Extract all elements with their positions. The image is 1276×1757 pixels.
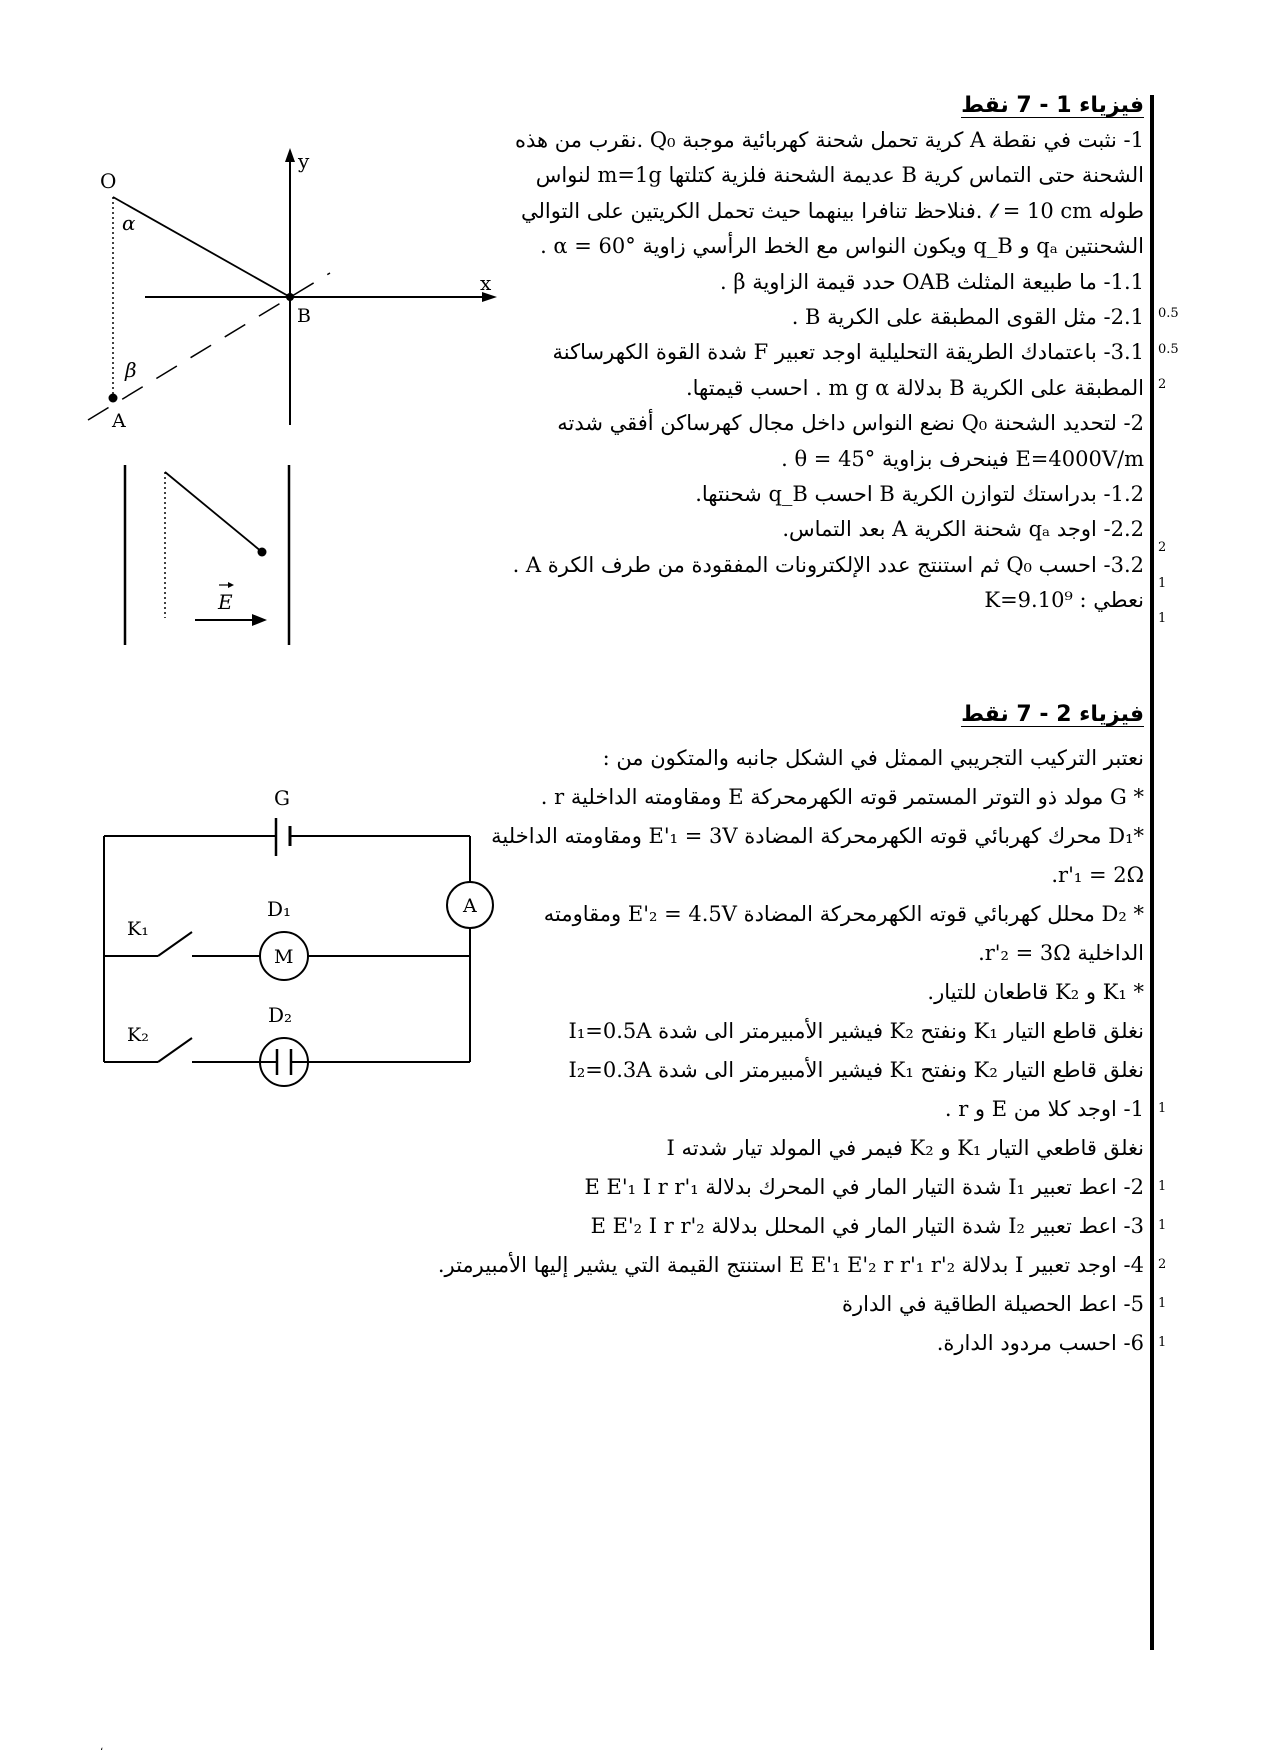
vector-e-bar-head: [228, 582, 234, 588]
p2-item-d1-cont: r'₁ = 2Ω.: [1051, 863, 1144, 887]
p2-q2: 2- اعط تعبير I₁ شدة التيار المار في المحرك بدلالة E E'₁ I r r'₁: [584, 1175, 1144, 1199]
line-ab-dashed: [88, 273, 330, 420]
p2-q6: 6- احسب مردود الدارة.: [936, 1331, 1144, 1355]
label-a: A: [112, 410, 126, 432]
p1-line-4: الشحنتين qₐ و q_B ويكون النواس مع الخط الرأسي زاوية α = 60° .: [540, 234, 1144, 258]
p2-q5: 5- اعط الحصيلة الطاقية في الدارة: [842, 1292, 1144, 1316]
p2-item-d1: *D₁ محرك كهربائي قوته الكهرمحركة المضادة E'₁ = 3V ومقاومته الداخلية: [491, 824, 1144, 848]
points-p2-q1: 1: [1158, 1101, 1167, 1116]
label-d1: D₁: [267, 897, 292, 921]
points-p1-q1-1: 0.5: [1158, 306, 1179, 321]
label-b: B: [297, 305, 311, 327]
label-motor: M: [274, 946, 294, 968]
field-arrowhead: [252, 614, 267, 626]
label-alpha: α: [122, 211, 136, 235]
p1-q3-2: 3.2- احسب Q₀ ثم استنتج عدد الإلكترونات المفقودة من طرف الكرة A .: [512, 553, 1144, 577]
section-title-physics-2: فيزياء 2 - 7 نقط: [961, 702, 1144, 727]
p1-q1-1: 1.1- ما طبيعة المثلث OAB حدد قيمة الزاوية β .: [720, 270, 1144, 294]
p2-q1: 1- اوجد كلا من E و r .: [944, 1097, 1144, 1121]
margin-rule: [1150, 95, 1154, 1650]
label-d2: D₂: [268, 1003, 293, 1027]
field-figure: [115, 460, 305, 660]
p2-case-2: نغلق قاطع التيار K₂ ونفتح K₁ فيشير الأمبيرمتر الى شدة I₂=0.3A: [568, 1058, 1144, 1082]
p2-case-1: نغلق قاطع التيار K₁ ونفتح K₂ فيشير الأمبيرمتر الى شدة I₁=0.5A: [568, 1019, 1144, 1043]
points-p1-q1-2: 2: [1158, 540, 1167, 555]
points-p2-q2: 1: [1158, 1179, 1167, 1194]
points-p1-q2-1: 0.5: [1158, 342, 1179, 357]
p1-line-3: طوله 𝓁 = 10 cm .فنلاحظ تنافرا بينهما حيث تحمل الكريتين على التوالي: [520, 199, 1144, 223]
label-k2: K₂: [127, 1024, 149, 1046]
p2-intro: نعتبر التركيب التجريبي الممثل في الشكل جانبه والمتكون من :: [602, 746, 1144, 770]
points-p2-q3: 1: [1158, 1218, 1167, 1233]
points-p1-q3-1: 2: [1158, 377, 1167, 392]
label-o: O: [100, 169, 117, 193]
p1-q2-1: 2.1- مثل القوى المطبقة على الكرية B .: [791, 305, 1144, 329]
points-p2-q6: 1: [1158, 1335, 1167, 1350]
p2-q3: 3- اعط تعبير I₂ شدة التيار المار في المحلل بدلالة E E'₂ I r r'₂: [590, 1214, 1144, 1238]
p1-given: نعطي : K=9.10⁹: [984, 588, 1144, 612]
p2-q4: 4- اوجد تعبير I بدلالة E E'₁ E'₂ r r'₁ r'₂ استنتج القيمة التي يشير إليها الأمبيرمتر.: [437, 1253, 1144, 1277]
label-y: y: [298, 149, 310, 173]
p2-case-3: نغلق قاطعي التيار K₁ و K₂ فيمر في المولد تيار شدته I: [666, 1136, 1144, 1160]
points-p1-q2-2: 1: [1158, 576, 1167, 591]
p1-part-2: 2- لتحديد الشحنة Q₀ نضع النواس داخل مجال كهرساكن أفقي شدته: [557, 411, 1144, 435]
label-g: G: [274, 786, 290, 810]
points-p2-q5: 1: [1158, 1296, 1167, 1311]
label-beta: β: [125, 358, 137, 382]
circuit-figure: [95, 780, 515, 1090]
p1-q3-1-cont: المطبقة على الكرية B بدلالة m g α . احسب قيمتها.: [685, 376, 1144, 400]
p1-line-1: 1- نثبت في نقطة A كرية تحمل شحنة كهربائية موجبة Q₀ .نقرب من هذه: [514, 128, 1144, 152]
p2-item-d2: * D₂ محلل كهربائي قوته الكهرمحركة المضادة E'₂ = 4.5V ومقاومته: [543, 902, 1144, 926]
p1-q1-2: 1.2- بدراستك لتوازن الكرية B احسب q_B شحنتها.: [695, 482, 1144, 506]
pendulum-thread: [113, 197, 290, 297]
p1-q2-2: 2.2- اوجد qₐ شحنة الكرية A بعد التماس.: [782, 517, 1144, 541]
p2-item-g: * G مولد ذو التوتر المستمر قوته الكهرمحركة E ومقاومته الداخلية r .: [540, 785, 1144, 809]
p1-q3-1: 3.1- باعتمادك الطريقة التحليلية اوجد تعبير F شدة القوة الكهرساكنة: [552, 340, 1144, 364]
p1-part-2-cont: E=4000V/m فينحرف بزاوية θ = 45° .: [781, 447, 1144, 471]
p1-line-2: الشحنة حتى التماس كرية B عديمة الشحنة فلزية كتلتها m=1g لنواس: [535, 163, 1144, 187]
y-axis-arrow: [285, 148, 295, 162]
footer-mark: ،: [100, 1742, 104, 1753]
switch-k1: [158, 932, 192, 956]
sphere-b: [286, 293, 294, 301]
pendulum-figure: [80, 140, 510, 440]
p2-item-k: * K₁ و K₂ قاطعان للتيار.: [927, 980, 1144, 1004]
pendulum-thread-2: [165, 472, 262, 552]
label-e: E: [218, 590, 233, 614]
switch-k2: [158, 1038, 192, 1062]
section-title-physics-1: فيزياء 1 - 7 نقط: [961, 93, 1144, 118]
points-p1-q3-2: 1: [1158, 611, 1167, 626]
p2-item-d2-cont: الداخلية r'₂ = 3Ω.: [978, 941, 1144, 965]
points-p2-q4: 2: [1158, 1257, 1167, 1272]
sphere-a: [109, 394, 118, 403]
sphere-b-2: [258, 548, 267, 557]
label-k1: K₁: [127, 918, 149, 940]
label-x: x: [480, 271, 492, 295]
label-ammeter: A: [463, 895, 477, 917]
